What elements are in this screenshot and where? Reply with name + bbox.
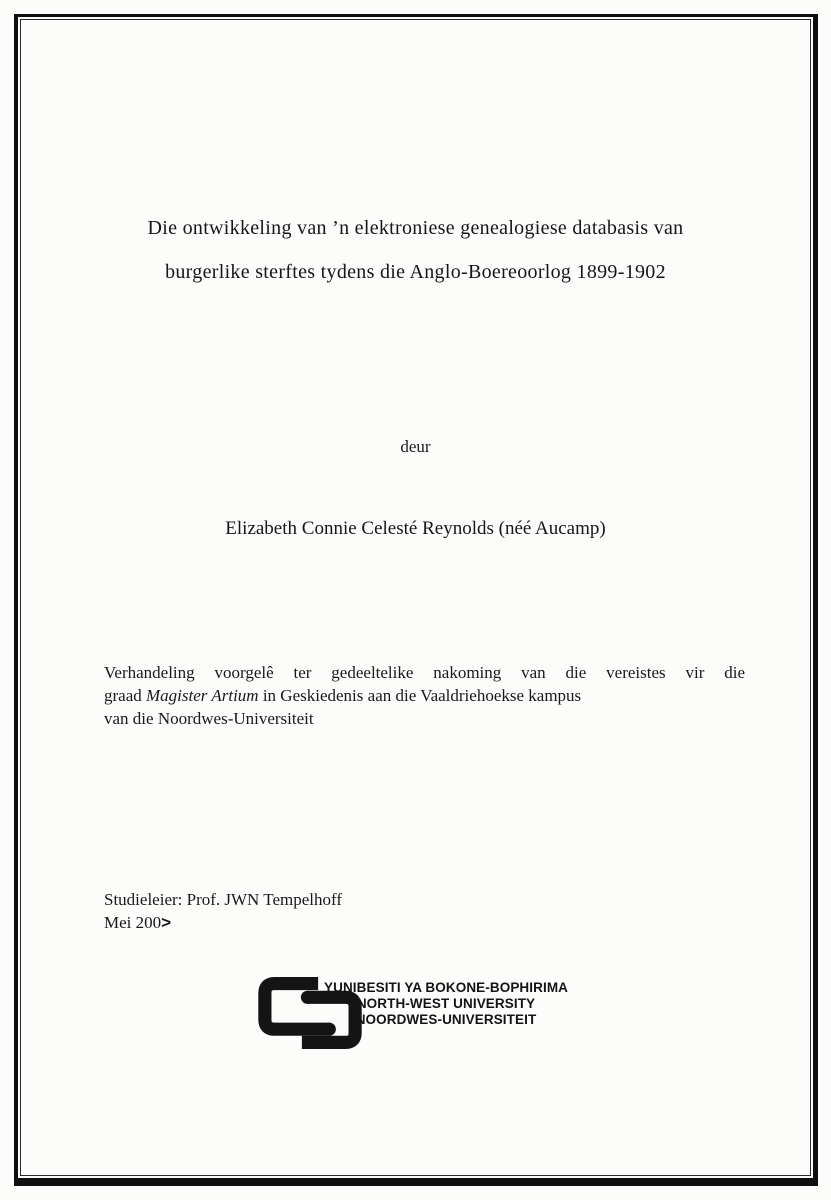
date-last-glyph: > [161,913,171,932]
logo-wordmark-line-2: NORTH-WEST UNIVERSITY [356,996,536,1011]
thesis-title-line-1: Die ontwikkeling van ’n elektroniese genealogiese databasis van [147,217,684,239]
supervisor-line: Studieleier: Prof. JWN Tempelhoff [104,890,343,909]
thesis-title-line-2: burgerlike sterftes tydens die Anglo-Boereoorlog 1899-1902 [165,261,666,283]
date-line [104,911,604,934]
submission-line-3: van die Noordwes-Universiteit [104,709,314,728]
submission-line-2 [104,684,745,707]
submission-line-2-prefix: graad [104,686,147,705]
supervisor-block [104,888,604,934]
logo-wordmark [320,980,572,1028]
logo-wordmark-line-1: YUNIBESITI YA BOKONE-BOPHIRIMA [323,980,569,995]
submission-line-1: Verhandeling voorgelê ter gedeeltelike nakoming van die vereistes vir die [104,663,745,682]
submission-line-2-suffix: in Geskiedenis aan die Vaaldriehoekse kampus [258,686,582,705]
author-name: Elizabeth Connie Celesté Reynolds (néé Aucamp) [225,518,606,539]
university-logo [256,975,576,1053]
thesis-title [0,206,831,294]
submission-statement [104,661,745,730]
byline-deur: deur [400,437,431,456]
logo-wordmark-line-3: NOORDWES-UNIVERSITEIT [355,1012,537,1027]
date-text: Mei 200 [104,913,162,932]
degree-name-italic: Magister Artium [146,686,259,705]
